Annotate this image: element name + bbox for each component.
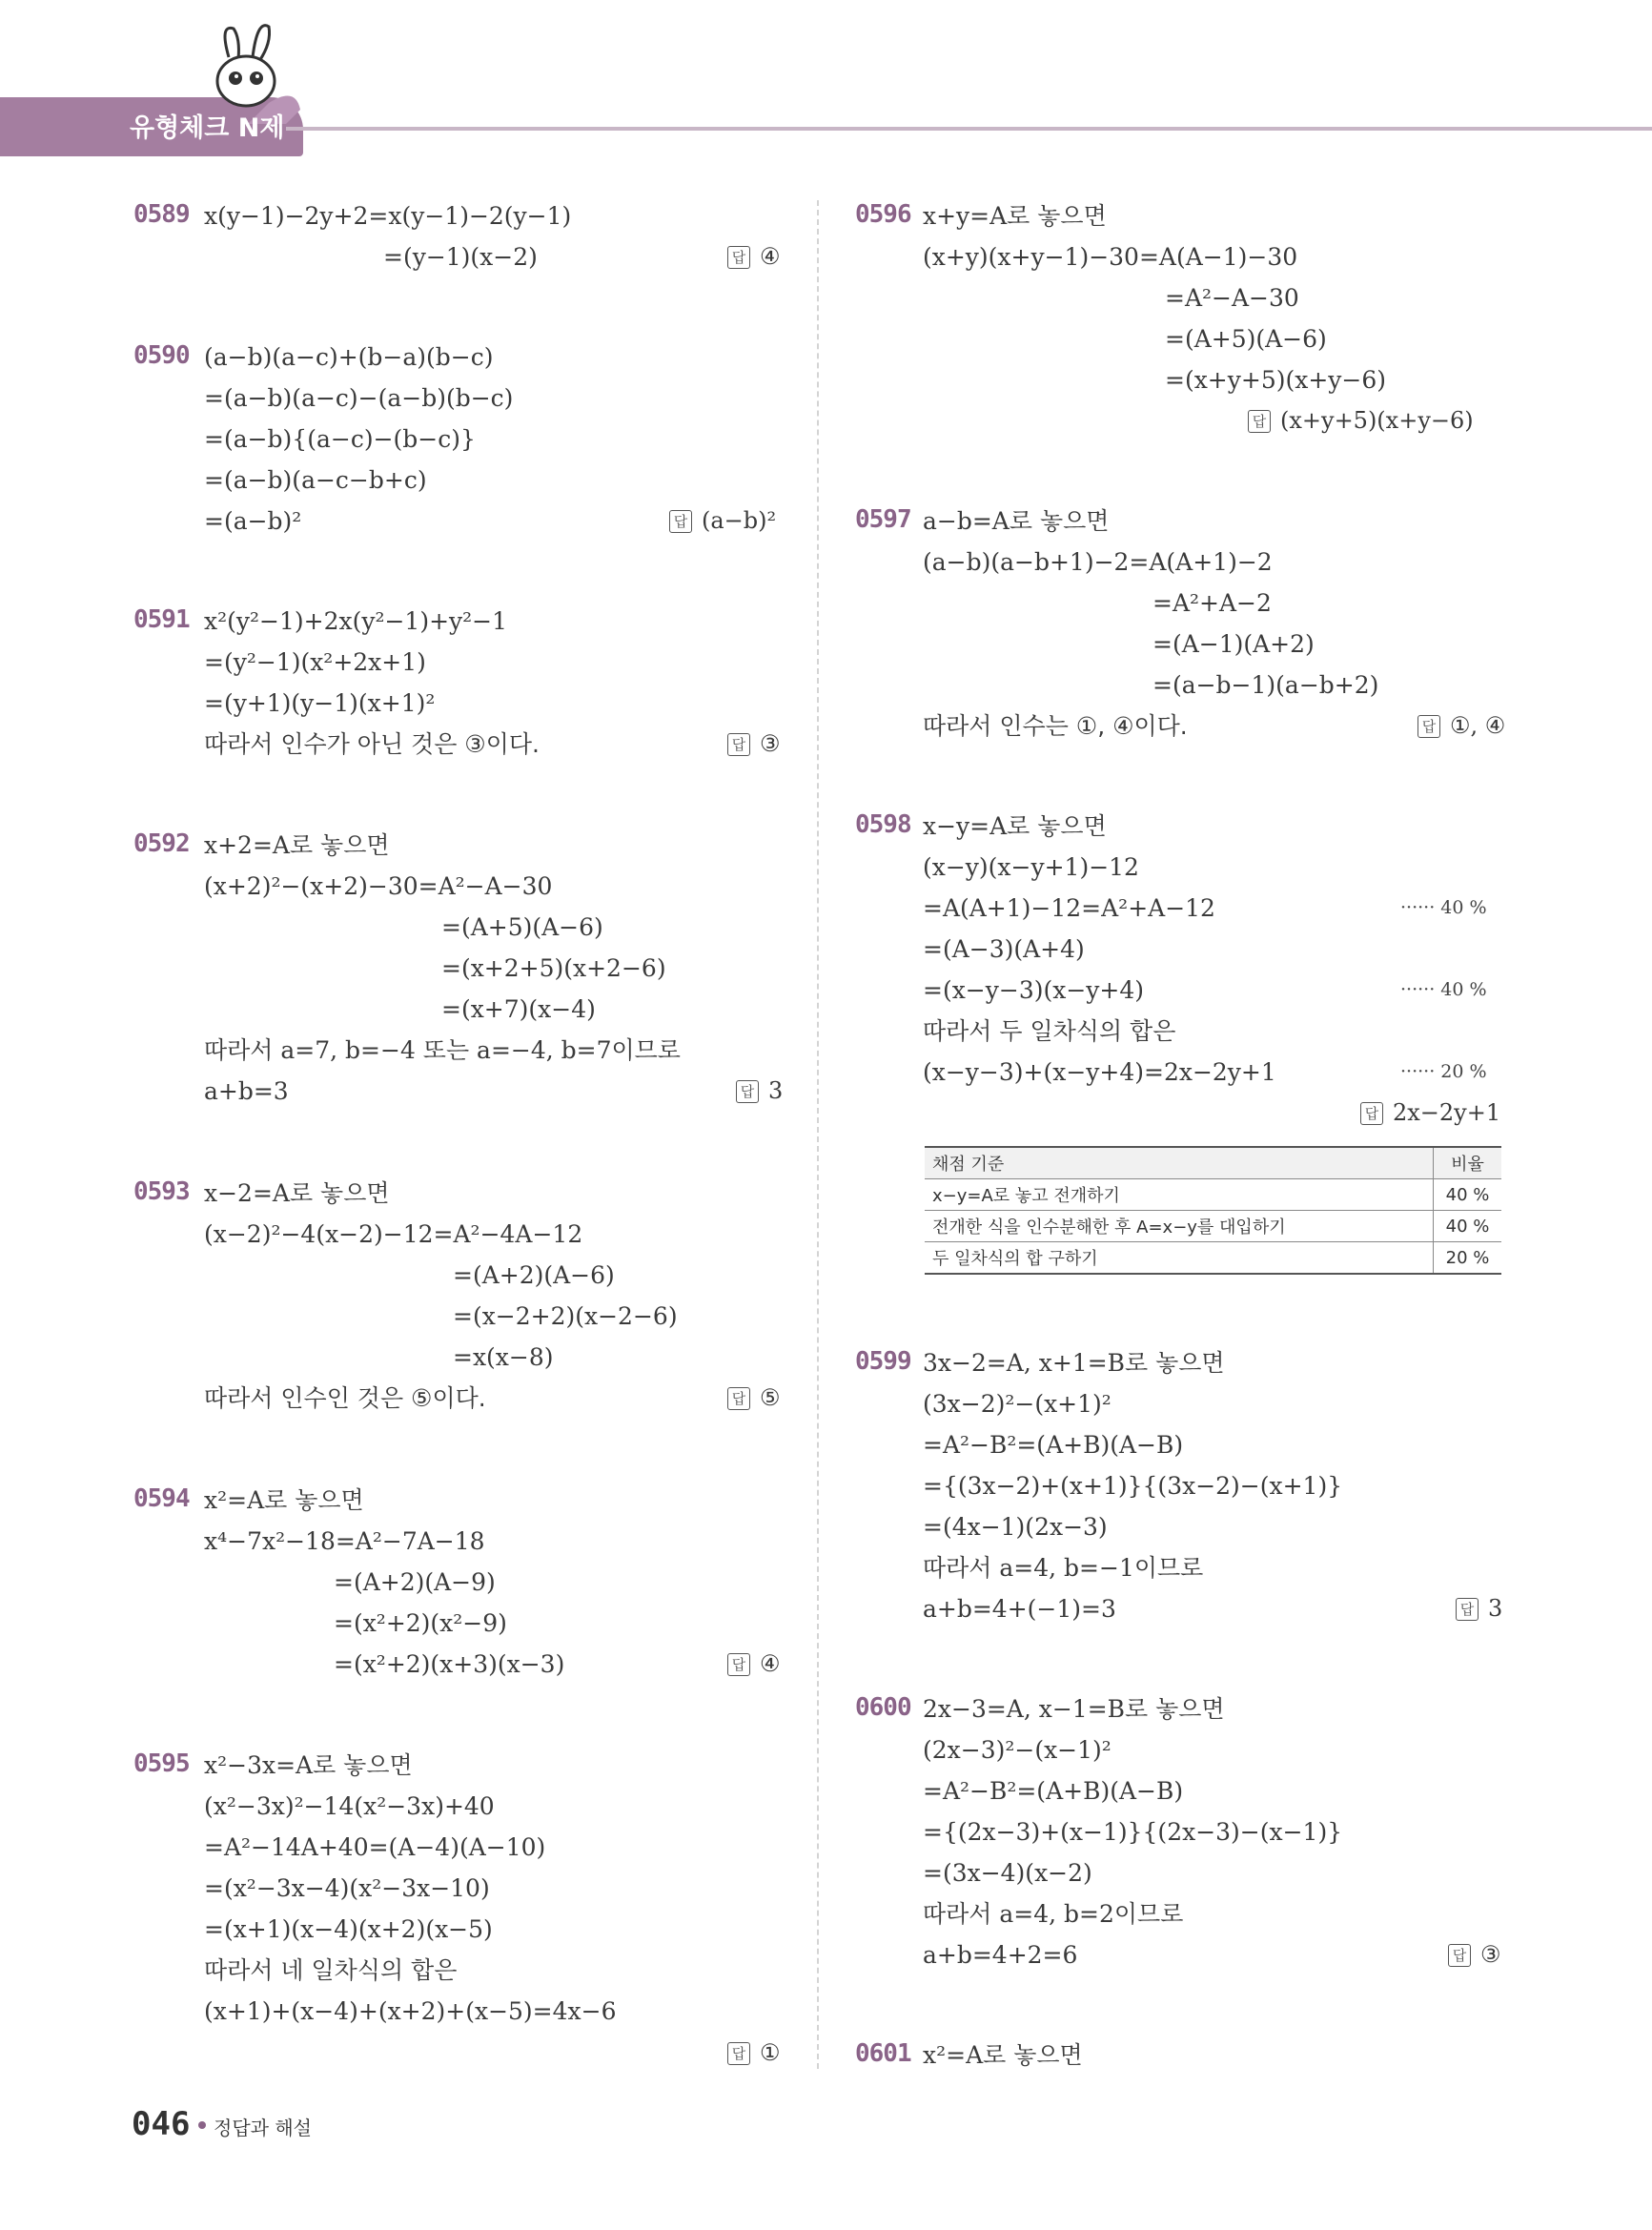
answer-mark-icon: 답 — [727, 2042, 750, 2065]
solution-line: =(x+2+5)(x+2−6) — [441, 954, 666, 982]
footer-label: 정답과 해설 — [214, 2117, 312, 2139]
footer-bullet — [198, 2121, 206, 2129]
section-title: 유형체크 N제 — [130, 113, 285, 143]
solution-line: =A²−14A+40=(A−4)(A−10) — [204, 1833, 546, 1861]
solution-line: =(A+2)(A−9) — [334, 1568, 496, 1596]
solution-line: (2x−3)²−(x−1)² — [923, 1736, 1112, 1764]
solution-line: (x−2)²−4(x−2)−12=A²−4A−12 — [204, 1220, 583, 1248]
answer-mark-icon: 답 — [1417, 715, 1440, 738]
answer — [727, 1650, 781, 1677]
table-cell: 20 % — [1434, 1242, 1502, 1275]
table-header-row — [925, 1147, 1501, 1179]
solution-line: =(x²+2)(x²−9) — [334, 1609, 507, 1637]
solution-line: =(x²+2)(x+3)(x−3) — [334, 1650, 565, 1678]
answer-value: 3 — [768, 1077, 784, 1104]
solution-line: =(y²−1)(x²+2x+1) — [204, 648, 426, 676]
solution-line: =(4x−1)(2x−3) — [923, 1513, 1108, 1541]
solution-line: =(A+2)(A−6) — [453, 1261, 615, 1289]
solution-line: =A(A+1)−12=A²+A−12 — [923, 894, 1215, 922]
solution-line: x²(y²−1)+2x(y²−1)+y²−1 — [204, 607, 508, 635]
table-header: 비율 — [1434, 1147, 1502, 1179]
table-cell: 40 % — [1434, 1179, 1502, 1211]
solution-line: =A²−B²=(A+B)(A−B) — [923, 1777, 1184, 1805]
answer-mark-icon: 답 — [736, 1080, 759, 1103]
problem-number: 0599 — [855, 1347, 911, 1376]
solution-line: a+b=3 — [204, 1077, 289, 1105]
problem-number: 0591 — [133, 605, 190, 634]
answer — [1360, 1099, 1500, 1126]
solution-line: (x²−3x)²−14(x²−3x)+40 — [204, 1792, 495, 1820]
problem-number: 0600 — [855, 1693, 911, 1722]
solution-line: =(A−1)(A+2) — [1152, 630, 1315, 658]
solution-line: =(x+1)(x−4)(x+2)(x−5) — [204, 1915, 493, 1943]
answer-value: ③ — [1480, 1941, 1501, 1968]
solution-line: (x+y)(x+y−1)−30=A(A−1)−30 — [923, 243, 1298, 271]
solution-line: x−y=A로 놓으면 — [923, 812, 1107, 840]
score-percent: ······ 20 % — [1400, 1061, 1487, 1082]
answer-mark-icon: 답 — [727, 733, 750, 756]
solution-line: =(x−2+2)(x−2−6) — [453, 1302, 678, 1330]
solution-line: =(3x−4)(x−2) — [923, 1859, 1092, 1887]
solution-line: x(y−1)−2y+2=x(y−1)−2(y−1) — [204, 202, 572, 230]
solution-line: 3x−2=A, x+1=B로 놓으면 — [923, 1349, 1225, 1377]
solution-line: a+b=4+(−1)=3 — [923, 1595, 1116, 1623]
answer — [1417, 712, 1505, 739]
solution-line: =(x−y−3)(x−y+4) — [923, 976, 1145, 1004]
solution-line: =x(x−8) — [453, 1343, 554, 1371]
solution-line: (a−b)(a−c)+(b−a)(b−c) — [204, 343, 494, 371]
table-cell: 두 일차식의 합 구하기 — [925, 1242, 1434, 1275]
answer — [727, 730, 781, 757]
solution-line: x²−3x=A로 놓으면 — [204, 1751, 413, 1779]
solution-line: a−b=A로 놓으면 — [923, 507, 1110, 535]
problem-number: 0595 — [133, 1749, 190, 1778]
answer-mark-icon: 답 — [1448, 1944, 1471, 1967]
answer — [1448, 1941, 1501, 1968]
solution-line: 2x−3=A, x−1=B로 놓으면 — [923, 1695, 1225, 1723]
solution-line: =A²+A−2 — [1152, 589, 1272, 617]
solution-line: =(A+5)(A−6) — [1165, 325, 1327, 353]
answer-value: ⑤ — [760, 1384, 781, 1411]
solution-line: =(y+1)(y−1)(x+1)² — [204, 689, 436, 717]
solution-line: =(a−b)² — [204, 507, 302, 535]
solution-line: =(A+5)(A−6) — [441, 913, 603, 941]
answer-value: (a−b)² — [702, 507, 777, 534]
problem-number: 0597 — [855, 505, 911, 534]
solution-line: =(x²−3x−4)(x²−3x−10) — [204, 1874, 490, 1902]
problem-number: 0594 — [133, 1484, 190, 1513]
problem-number: 0592 — [133, 829, 190, 858]
answer-value: ③ — [760, 730, 781, 757]
answer-mark-icon: 답 — [727, 246, 750, 269]
answer-mark-icon: 답 — [1456, 1598, 1479, 1621]
table-row — [925, 1179, 1501, 1211]
solution-line: ={(3x−2)+(x+1)}{(3x−2)−(x+1)} — [923, 1472, 1343, 1500]
answer — [727, 243, 781, 270]
score-percent: ······ 40 % — [1400, 979, 1487, 1000]
header-divider — [286, 127, 1652, 131]
solution-line: x+2=A로 놓으면 — [204, 831, 390, 859]
table-header: 채점 기준 — [925, 1147, 1434, 1179]
answer-mark-icon: 답 — [1248, 410, 1271, 433]
problem-number: 0593 — [133, 1177, 190, 1206]
table-cell: x−y=A로 놓고 전개하기 — [925, 1179, 1434, 1211]
solution-line: =(a−b)(a−c−b+c) — [204, 466, 427, 494]
solution-line: ={(2x−3)+(x−1)}{(2x−3)−(x−1)} — [923, 1818, 1343, 1846]
answer-mark-icon: 답 — [1360, 1102, 1383, 1125]
answer-value: 3 — [1488, 1595, 1503, 1622]
solution-line: =A²−B²=(A+B)(A−B) — [923, 1431, 1184, 1459]
answer-value: 2x−2y+1 — [1393, 1099, 1501, 1126]
answer — [727, 2039, 781, 2066]
answer-value: ④ — [760, 243, 781, 270]
answer — [736, 1077, 783, 1104]
solution-line: 따라서 인수는 ①, ④이다. — [923, 712, 1188, 740]
solution-line: 따라서 a=4, b=2이므로 — [923, 1900, 1184, 1928]
solution-line: =(a−b−1)(a−b+2) — [1152, 671, 1379, 699]
solution-line: x²=A로 놓으면 — [204, 1486, 364, 1514]
solution-line: (x−y−3)+(x−y+4)=2x−2y+1 — [923, 1058, 1276, 1086]
solution-line: =(y−1)(x−2) — [383, 243, 538, 271]
scoring-table — [925, 1146, 1501, 1275]
problem-number: 0598 — [855, 810, 911, 839]
solution-line: (a−b)(a−b+1)−2=A(A+1)−2 — [923, 548, 1273, 576]
solution-line: 따라서 두 일차식의 합은 — [923, 1017, 1176, 1045]
solution-line: x+y=A로 놓으면 — [923, 202, 1107, 230]
table-row — [925, 1211, 1501, 1242]
table-cell: 전개한 식을 인수분해한 후 A=x−y를 대입하기 — [925, 1211, 1434, 1242]
solution-line: (3x−2)²−(x+1)² — [923, 1390, 1112, 1418]
problem-number: 0596 — [855, 200, 911, 229]
answer-mark-icon: 답 — [727, 1387, 750, 1410]
solution-line: =(A−3)(A+4) — [923, 935, 1085, 963]
solution-line: 따라서 a=4, b=−1이므로 — [923, 1554, 1204, 1582]
solution-line: a+b=4+2=6 — [923, 1941, 1078, 1969]
answer-value: (x+y+5)(x+y−6) — [1280, 407, 1474, 434]
problem-number: 0590 — [133, 341, 190, 370]
solution-line: x²=A로 놓으면 — [923, 2041, 1083, 2069]
solution-line: (x+2)²−(x+2)−30=A²−A−30 — [204, 872, 553, 900]
problem-number: 0601 — [855, 2039, 911, 2068]
answer-value: ① — [760, 2039, 781, 2066]
solution-line: x−2=A로 놓으면 — [204, 1179, 390, 1207]
answer — [727, 1384, 781, 1411]
solution-line: 따라서 인수인 것은 ⑤이다. — [204, 1384, 486, 1412]
solution-line: 따라서 a=7, b=−4 또는 a=−4, b=7이므로 — [204, 1036, 681, 1064]
answer-value: ①, ④ — [1450, 712, 1506, 739]
answer-mark-icon: 답 — [727, 1653, 750, 1676]
answer — [1248, 407, 1474, 434]
solution-line: =A²−A−30 — [1165, 284, 1299, 312]
score-percent: ······ 40 % — [1400, 897, 1487, 918]
solution-line: 따라서 인수가 아닌 것은 ③이다. — [204, 730, 540, 758]
solution-line: (x−y)(x−y+1)−12 — [923, 853, 1139, 881]
solution-line: x⁴−7x²−18=A²−7A−18 — [204, 1527, 485, 1555]
solution-line: =(a−b)(a−c)−(a−b)(b−c) — [204, 384, 514, 412]
answer-value: ④ — [760, 1650, 781, 1677]
problem-number: 0589 — [133, 200, 190, 229]
answer — [669, 507, 776, 534]
solution-line: =(x+y+5)(x+y−6) — [1165, 366, 1387, 394]
answer — [1456, 1595, 1502, 1622]
solution-line: =(x+7)(x−4) — [441, 995, 596, 1023]
solution-line: =(a−b){(a−c)−(b−c)} — [204, 425, 476, 453]
column-divider — [817, 200, 819, 2069]
solution-line: (x+1)+(x−4)+(x+2)+(x−5)=4x−6 — [204, 1997, 617, 2025]
table-row — [925, 1242, 1501, 1275]
table-cell: 40 % — [1434, 1211, 1502, 1242]
solution-line: 따라서 네 일차식의 합은 — [204, 1956, 458, 1984]
page-number: 046 — [132, 2105, 191, 2143]
answer-mark-icon: 답 — [669, 510, 692, 533]
